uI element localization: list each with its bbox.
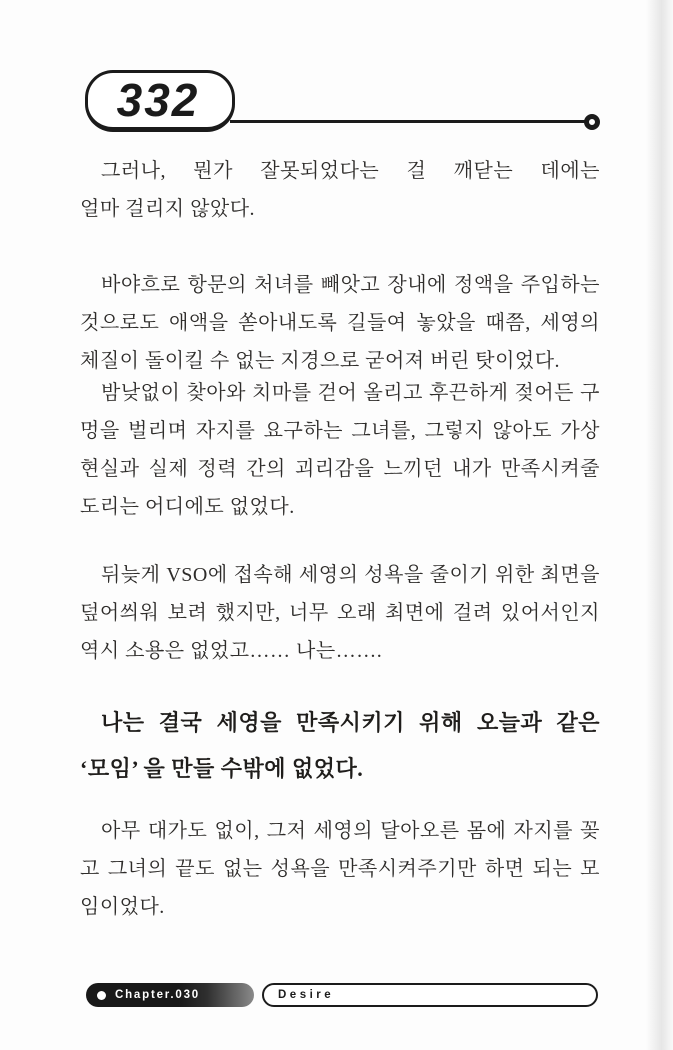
text-line: 고 그녀의 끝도 없는 성욕을 만족시켜주기만 하면 되는 모	[80, 858, 600, 880]
text-line: 덮어씌워 보려 했지만, 너무 오래 최면에 걸려 있어서인지	[80, 602, 600, 624]
book-title-pill	[262, 983, 598, 1007]
book-title-label: Desire	[278, 989, 335, 1001]
paragraph-4	[80, 556, 600, 670]
text-line: 임이었다.	[80, 896, 165, 918]
text-line: ‘모임’ 을 만들 수밖에 없었다.	[80, 756, 364, 781]
text-line: 얼마 걸리지 않았다.	[80, 198, 256, 220]
paragraph-1	[80, 152, 600, 228]
text-line: 나는 결국 세영을 만족시키기 위해 오늘과 같은	[101, 710, 600, 735]
page-number: 332	[116, 74, 200, 126]
bullet-dot-icon	[97, 991, 106, 1000]
chapter-pill	[86, 983, 254, 1007]
paragraph-6	[80, 812, 600, 926]
page-edge-shadow	[646, 0, 673, 1050]
header-rule-end-ring-icon	[584, 114, 600, 130]
paragraph-2	[80, 266, 600, 380]
chapter-label: Chapter.030	[115, 989, 200, 1001]
emphasis-paragraph	[80, 700, 600, 792]
text-line: 역시 소용은 없었고…… 나는…….	[80, 640, 383, 662]
text-line: 그러나, 뭔가 잘못되었다는 걸 깨닫는 데에는	[101, 160, 600, 182]
paragraph-3	[80, 374, 600, 526]
text-line: 멍을 벌리며 자지를 요구하는 그녀를, 그렇지 않아도 가상	[80, 420, 600, 442]
header-rule-line	[230, 120, 586, 123]
text-line: 뒤늦게 VSO에 접속해 세영의 성욕을 줄이기 위한 최면을	[101, 564, 600, 586]
text-line: 밤낮없이 찾아와 치마를 걷어 올리고 후끈하게 젖어든 구	[101, 382, 600, 404]
text-line: 아무 대가도 없이, 그저 세영의 달아오른 몸에 자지를 꽂	[101, 820, 600, 842]
text-line: 현실과 실제 정력 간의 괴리감을 느끼던 내가 만족시켜줄	[80, 458, 600, 480]
text-line: 도리는 어디에도 없었다.	[80, 496, 295, 518]
text-line: 바야흐로 항문의 처녀를 빼앗고 장내에 정액을 주입하는	[101, 274, 600, 296]
text-line: 체질이 돌이킬 수 없는 지경으로 굳어져 버린 탓이었다.	[80, 350, 561, 372]
text-line: 것으로도 애액을 쏟아내도록 길들여 놓았을 때쯤, 세영의	[80, 312, 600, 334]
page-number-badge	[85, 70, 235, 132]
